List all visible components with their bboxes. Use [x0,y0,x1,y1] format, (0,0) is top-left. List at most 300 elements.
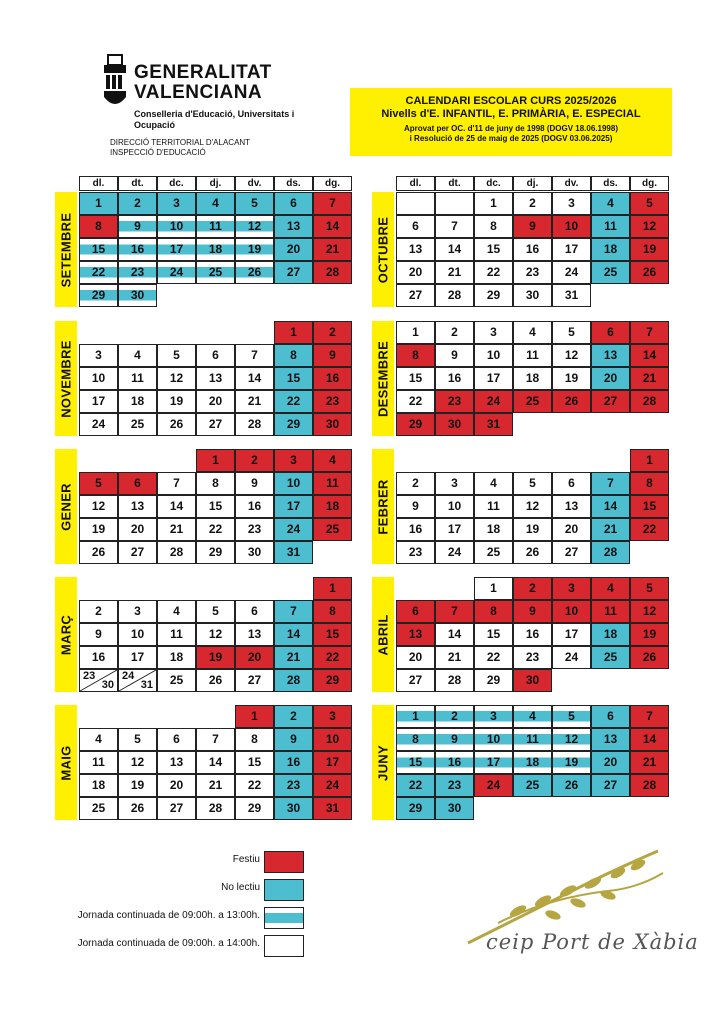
day-cell: 23 [235,518,274,541]
day-cell: 2 [118,192,157,215]
day-cell: 12 [196,623,235,646]
day-cell: 3 [552,577,591,600]
day-cell: 16 [396,518,435,541]
day-cell: 21 [235,390,274,413]
day-cell: 17 [118,646,157,669]
day-cell: 25 [196,261,235,284]
day-cell: 30 [513,284,552,307]
day-cell: 5 [118,728,157,751]
day-cell: 28 [435,284,474,307]
day-cell: 16 [313,367,352,390]
day-cell: 7 [435,215,474,238]
day-cell: 11 [79,751,118,774]
day-cell: 27 [235,669,274,692]
day-cell: 11 [196,215,235,238]
day-cell: 19 [118,774,157,797]
day-cell: 18 [591,238,630,261]
day-cell: 1 [196,449,235,472]
day-cell: 29 [79,284,118,307]
legend-swatch-normal [264,935,304,957]
day-cell: 20 [196,390,235,413]
day-cell: 6 [235,600,274,623]
approval-line-1: Aprovat per OC. d'11 de juny de 1998 (DOGV 18.06.1998) [404,124,618,133]
day-cell: 21 [630,367,669,390]
day-cell: 13 [591,344,630,367]
month-name: DESEMBRE [375,340,391,417]
day-cell: 14 [435,623,474,646]
day-cell: 7 [235,344,274,367]
day-cell: 15 [396,367,435,390]
month-label-gener [55,449,77,564]
day-cell: 17 [474,367,513,390]
month-name: FEBRER [375,478,391,535]
day-cell: 25 [157,669,196,692]
day-number: 23 [83,670,96,682]
day-cell: 28 [157,541,196,564]
day-cell: 9 [513,600,552,623]
day-cell: 4 [591,577,630,600]
day-cell: 3 [474,705,513,728]
day-cell: 3 [552,192,591,215]
day-cell: 22 [474,261,513,284]
day-cell: 18 [474,518,513,541]
month-name: GENER [58,482,74,531]
day-cell: 7 [196,728,235,751]
day-cell: 22 [474,646,513,669]
day-cell: 19 [630,238,669,261]
day-cell: 13 [396,238,435,261]
day-cell: 15 [196,495,235,518]
day-cell: 20 [591,367,630,390]
day-cell: 31 [474,413,513,436]
day-cell: 15 [396,751,435,774]
day-cell: 7 [630,321,669,344]
day-cell: 12 [79,495,118,518]
month-label-desembre [372,321,394,436]
day-cell: 22 [396,774,435,797]
day-cell: 5 [513,472,552,495]
day-cell: 4 [118,344,157,367]
day-cell: 7 [274,600,313,623]
day-cell: 18 [157,646,196,669]
month-label-octubre [372,192,394,307]
day-cell: 9 [513,215,552,238]
day-cell: 16 [435,367,474,390]
day-cell: 22 [630,518,669,541]
weekday-header: dv. [235,176,274,191]
day-cell: 6 [591,705,630,728]
day-cell: 6 [396,600,435,623]
day-cell: 9 [79,623,118,646]
day-cell: 22 [274,390,313,413]
day-cell: 14 [196,751,235,774]
day-cell: 1 [313,577,352,600]
generalitat-emblem-icon [100,53,132,113]
day-cell: 11 [513,344,552,367]
day-cell: 28 [235,413,274,436]
day-cell: 31 [313,797,352,820]
day-cell: 12 [118,751,157,774]
day-cell: 27 [591,774,630,797]
day-cell: 26 [79,541,118,564]
day-cell: 13 [235,623,274,646]
day-cell: 12 [513,495,552,518]
day-cell: 8 [396,728,435,751]
day-cell: 26 [630,646,669,669]
day-cell: 1 [235,705,274,728]
day-cell: 28 [274,669,313,692]
day-cell: 11 [157,623,196,646]
school-name: ceip Port de Xàbia [486,930,699,954]
day-cell: 16 [274,751,313,774]
day-cell: 24 [157,261,196,284]
day-cell: 4 [157,600,196,623]
day-cell: 29 [235,797,274,820]
day-cell: 24 [474,774,513,797]
day-cell: 21 [591,518,630,541]
day-cell: 11 [118,367,157,390]
day-cell: 27 [196,413,235,436]
conselleria-name: Conselleria d'Educació, Universitats i Ocupació [134,109,295,130]
day-cell: 21 [630,751,669,774]
day-cell: 20 [274,238,313,261]
month-name: JUNY [375,744,391,781]
day-cell: 18 [313,495,352,518]
day-cell: 9 [313,344,352,367]
day-cell: 9 [435,728,474,751]
day-cell: 9 [274,728,313,751]
day-cell: 15 [79,238,118,261]
day-cell: 20 [396,261,435,284]
day-cell: 9 [118,215,157,238]
day-cell: 2 [396,472,435,495]
day-cell: 30 [274,797,313,820]
day-cell: 23 [313,390,352,413]
day-cell: 24 [274,518,313,541]
day-cell: 17 [552,623,591,646]
day-cell: 25 [513,774,552,797]
day-cell: 3 [79,344,118,367]
day-cell: 25 [313,518,352,541]
day-cell: 2 [513,577,552,600]
day-cell: 6 [591,321,630,344]
day-cell: 14 [630,344,669,367]
day-cell [396,192,435,215]
day-cell: 26 [196,669,235,692]
day-cell: 19 [630,623,669,646]
day-cell: 28 [435,669,474,692]
day-cell: 12 [552,728,591,751]
day-cell: 28 [196,797,235,820]
day-cell: 16 [513,623,552,646]
day-cell: 18 [196,238,235,261]
day-cell: 18 [118,390,157,413]
day-cell: 29 [396,797,435,820]
day-cell: 22 [396,390,435,413]
day-cell: 1 [630,449,669,472]
day-cell: 13 [157,751,196,774]
day-number-second: 31 [140,679,153,691]
day-cell: 5 [552,321,591,344]
day-cell: 4 [513,705,552,728]
day-cell: 21 [435,261,474,284]
day-cell: 7 [630,705,669,728]
day-cell: 27 [591,390,630,413]
day-cell: 18 [591,623,630,646]
calendar-title: CALENDARI ESCOLAR CURS 2025/2026 [405,95,617,107]
day-cell: 4 [513,321,552,344]
day-cell: 10 [435,495,474,518]
day-cell: 11 [474,495,513,518]
day-cell: 23 [435,774,474,797]
day-cell: 21 [196,774,235,797]
month-name: ABRIL [375,613,391,656]
day-cell: 19 [157,390,196,413]
month-name: NOVEMBRE [58,339,74,418]
day-cell: 5 [552,705,591,728]
legend-label: Jornada continuada de 09:00h. a 13:00h. [77,910,260,921]
day-cell: 6 [157,728,196,751]
day-cell: 27 [274,261,313,284]
day-cell: 15 [235,751,274,774]
day-cell: 26 [118,797,157,820]
day-cell: 4 [591,192,630,215]
weekday-header: dj. [196,176,235,191]
day-cell [118,669,157,692]
day-cell: 29 [313,669,352,692]
day-cell: 24 [435,541,474,564]
day-cell: 1 [474,577,513,600]
day-cell: 3 [118,600,157,623]
day-cell: 12 [630,600,669,623]
day-cell: 10 [79,367,118,390]
day-cell: 27 [396,284,435,307]
legend-swatch-nolectiu [264,879,304,901]
day-cell: 7 [313,192,352,215]
day-cell: 14 [435,238,474,261]
day-cell: 10 [118,623,157,646]
day-cell: 2 [513,192,552,215]
day-cell: 10 [474,344,513,367]
month-name: SETEMBRE [58,212,74,287]
day-cell: 3 [474,321,513,344]
day-cell: 8 [79,215,118,238]
day-cell: 9 [435,344,474,367]
day-cell: 5 [157,344,196,367]
day-cell: 13 [591,728,630,751]
day-cell: 16 [513,238,552,261]
day-cell: 13 [552,495,591,518]
generalitat-logo [100,53,340,163]
day-cell: 21 [435,646,474,669]
day-cell: 3 [157,192,196,215]
day-cell: 18 [513,751,552,774]
legend-swatch-cont13 [264,907,304,929]
day-cell: 30 [313,413,352,436]
day-cell: 6 [118,472,157,495]
day-cell: 29 [474,284,513,307]
day-cell: 8 [196,472,235,495]
day-cell: 2 [274,705,313,728]
day-cell: 27 [552,541,591,564]
calendar-title-box [350,88,672,156]
month-label-maig [55,705,77,820]
day-cell: 13 [274,215,313,238]
day-cell: 11 [513,728,552,751]
month-label-abril [372,577,394,692]
day-cell: 16 [235,495,274,518]
day-cell: 2 [235,449,274,472]
weekday-header: ds. [591,176,630,191]
day-cell: 19 [552,367,591,390]
day-cell: 5 [235,192,274,215]
day-cell: 24 [552,261,591,284]
day-cell: 1 [79,192,118,215]
day-cell: 2 [79,600,118,623]
day-cell [79,669,118,692]
day-cell: 1 [396,321,435,344]
day-cell: 22 [313,646,352,669]
day-cell: 5 [630,192,669,215]
day-cell: 27 [157,797,196,820]
day-cell: 26 [157,413,196,436]
day-cell: 8 [396,344,435,367]
day-cell: 14 [630,728,669,751]
day-cell: 19 [79,518,118,541]
weekday-header: dl. [396,176,435,191]
day-cell: 30 [435,413,474,436]
direccio-territorial [110,138,330,157]
day-cell: 9 [235,472,274,495]
day-cell: 10 [552,600,591,623]
day-cell: 21 [313,238,352,261]
day-cell: 23 [513,646,552,669]
day-cell: 20 [591,751,630,774]
day-cell: 22 [235,774,274,797]
day-cell: 23 [435,390,474,413]
month-name: OCTUBRE [375,216,391,283]
day-cell: 14 [313,215,352,238]
day-cell: 10 [474,728,513,751]
day-cell: 4 [196,192,235,215]
day-cell: 25 [591,646,630,669]
day-cell: 2 [313,321,352,344]
day-cell: 30 [118,284,157,307]
day-cell: 29 [196,541,235,564]
day-cell: 19 [513,518,552,541]
day-cell: 23 [118,261,157,284]
day-cell: 7 [157,472,196,495]
day-cell: 22 [79,261,118,284]
day-cell: 23 [513,261,552,284]
calendar-subtitle: Nivells d'E. INFANTIL, E. PRIMÀRIA, E. ESPECIAL [381,108,641,120]
day-cell: 17 [274,495,313,518]
day-cell: 10 [552,215,591,238]
day-cell: 23 [396,541,435,564]
day-cell: 30 [235,541,274,564]
day-cell: 23 [274,774,313,797]
day-cell: 21 [157,518,196,541]
day-cell: 28 [313,261,352,284]
day-cell: 10 [313,728,352,751]
day-cell: 17 [79,390,118,413]
day-cell: 4 [474,472,513,495]
day-cell: 14 [235,367,274,390]
day-cell: 8 [474,600,513,623]
legend-label: No lectiu [221,882,260,893]
day-cell: 24 [313,774,352,797]
day-cell: 29 [274,413,313,436]
day-cell: 8 [274,344,313,367]
month-label-febrer [372,449,394,564]
generalitat-name-line2: VALENCIANA [134,82,263,103]
day-cell: 26 [552,774,591,797]
day-cell: 31 [274,541,313,564]
day-cell: 24 [79,413,118,436]
day-cell: 15 [474,623,513,646]
legend-swatch-festiu [264,851,304,873]
day-cell [435,192,474,215]
day-cell: 17 [552,238,591,261]
day-cell: 6 [196,344,235,367]
day-cell: 20 [118,518,157,541]
day-cell: 12 [157,367,196,390]
day-cell: 28 [630,390,669,413]
day-cell: 9 [396,495,435,518]
day-cell: 25 [513,390,552,413]
day-cell: 25 [474,541,513,564]
day-cell: 16 [79,646,118,669]
day-cell: 20 [552,518,591,541]
weekday-header: dj. [513,176,552,191]
day-number: 24 [122,670,135,682]
day-cell: 29 [474,669,513,692]
day-cell: 25 [118,413,157,436]
day-cell: 20 [235,646,274,669]
day-cell: 30 [435,797,474,820]
day-number-second: 30 [101,679,114,691]
day-cell: 12 [235,215,274,238]
direccio-line: DIRECCIÓ TERRITORIAL D'ALACANT [110,138,251,147]
day-cell: 19 [235,238,274,261]
day-cell: 31 [552,284,591,307]
day-cell: 1 [474,192,513,215]
day-cell: 2 [435,705,474,728]
day-cell: 4 [313,449,352,472]
day-cell: 28 [591,541,630,564]
day-cell: 14 [591,495,630,518]
day-cell: 13 [396,623,435,646]
day-cell: 24 [474,390,513,413]
day-cell: 15 [274,367,313,390]
day-cell: 28 [630,774,669,797]
day-cell: 6 [552,472,591,495]
day-cell: 1 [274,321,313,344]
day-cell: 16 [118,238,157,261]
day-cell: 10 [274,472,313,495]
day-cell: 8 [630,472,669,495]
month-label-juny [372,705,394,820]
day-cell: 13 [196,367,235,390]
day-cell: 7 [435,600,474,623]
day-cell: 6 [274,192,313,215]
day-cell: 25 [79,797,118,820]
day-cell: 17 [435,518,474,541]
day-cell: 13 [118,495,157,518]
weekday-header: dt. [435,176,474,191]
day-cell: 8 [474,215,513,238]
day-cell: 22 [196,518,235,541]
